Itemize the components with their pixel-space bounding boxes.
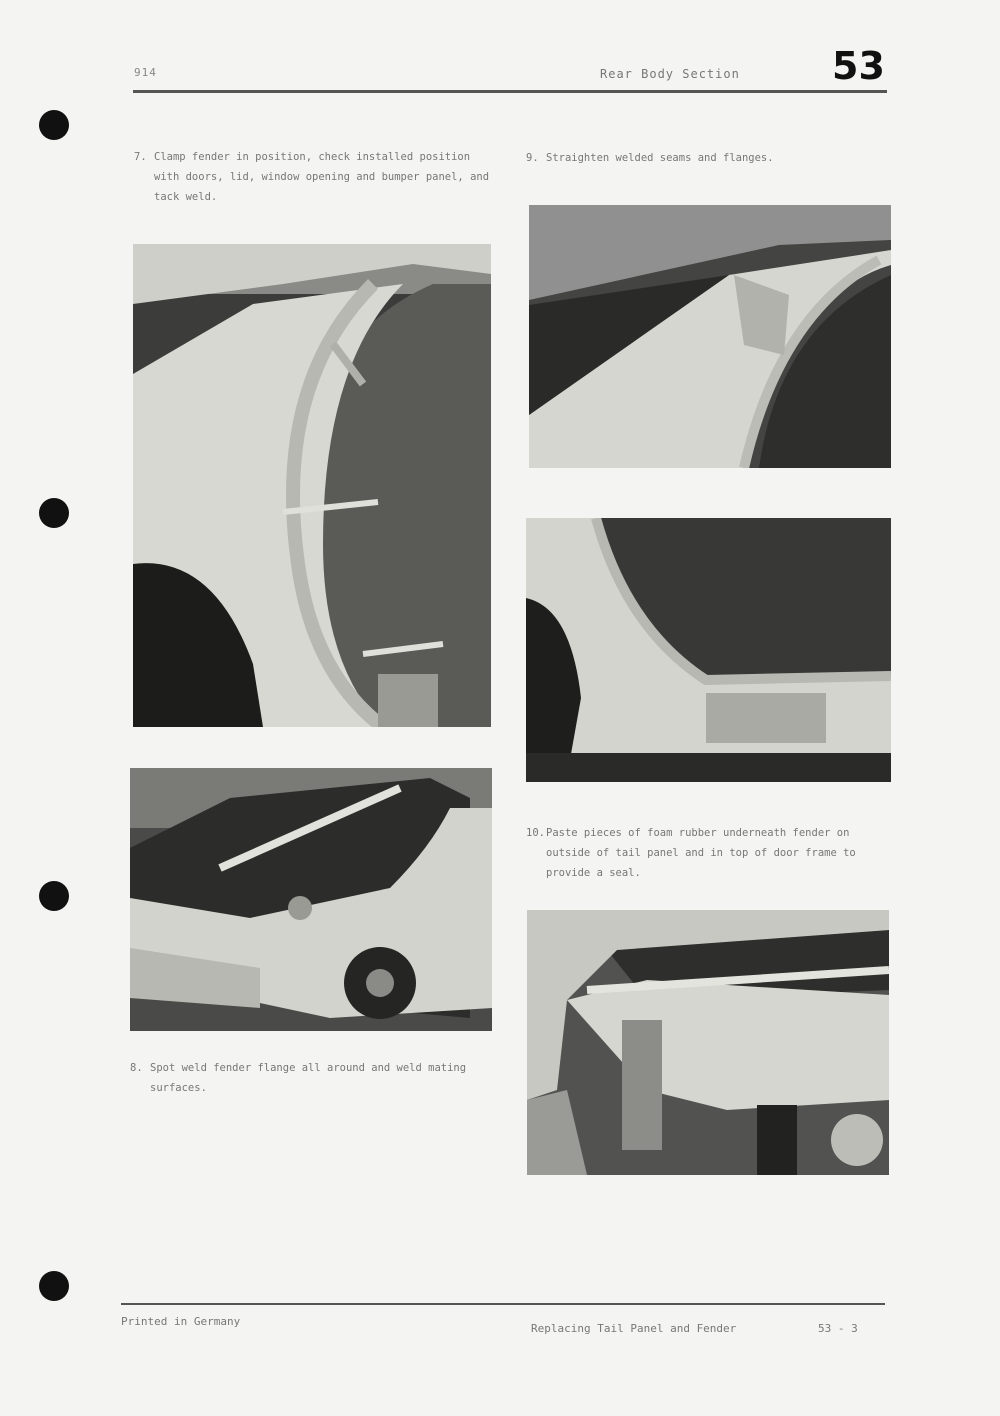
step-text: Clamp fender in position, check installed position with doors, lid, window opening and bumper panel, and tack weld. [154, 151, 490, 203]
step-number: 10. [526, 827, 545, 839]
chapter-title: Replacing Tail Panel and Fender [531, 1322, 737, 1335]
photo-door-frame [526, 518, 891, 782]
step-10 [526, 823, 886, 883]
photo-rear-quarter [130, 768, 492, 1031]
photo-seam-straightened [529, 205, 891, 468]
photo-foam-seal [527, 910, 889, 1175]
photo-fender-clamped [133, 244, 491, 727]
page-number: 53 - 3 [818, 1322, 858, 1335]
step-8 [130, 1058, 490, 1098]
section-title: Rear Body Section [600, 67, 740, 81]
header-rule [133, 90, 887, 93]
printed-in: Printed in Germany [121, 1315, 241, 1328]
punch-hole [39, 881, 69, 911]
punch-hole [39, 1271, 69, 1301]
step-9 [526, 148, 886, 168]
step-number: 9. [526, 152, 539, 164]
step-number: 8. [130, 1062, 143, 1074]
step-7 [134, 147, 494, 207]
step-text: Spot weld fender flange all around and weld mating surfaces. [150, 1062, 467, 1094]
model-label: 914 [134, 66, 157, 79]
group-number: 53 [832, 44, 885, 88]
step-number: 7. [134, 151, 147, 163]
punch-hole [39, 498, 69, 528]
punch-hole [39, 110, 69, 140]
step-text: Straighten welded seams and flanges. [546, 152, 774, 164]
step-text: Paste pieces of foam rubber underneath fender on outside of tail panel and in top of door frame to provide a seal. [546, 827, 856, 879]
footer-rule [121, 1303, 885, 1305]
